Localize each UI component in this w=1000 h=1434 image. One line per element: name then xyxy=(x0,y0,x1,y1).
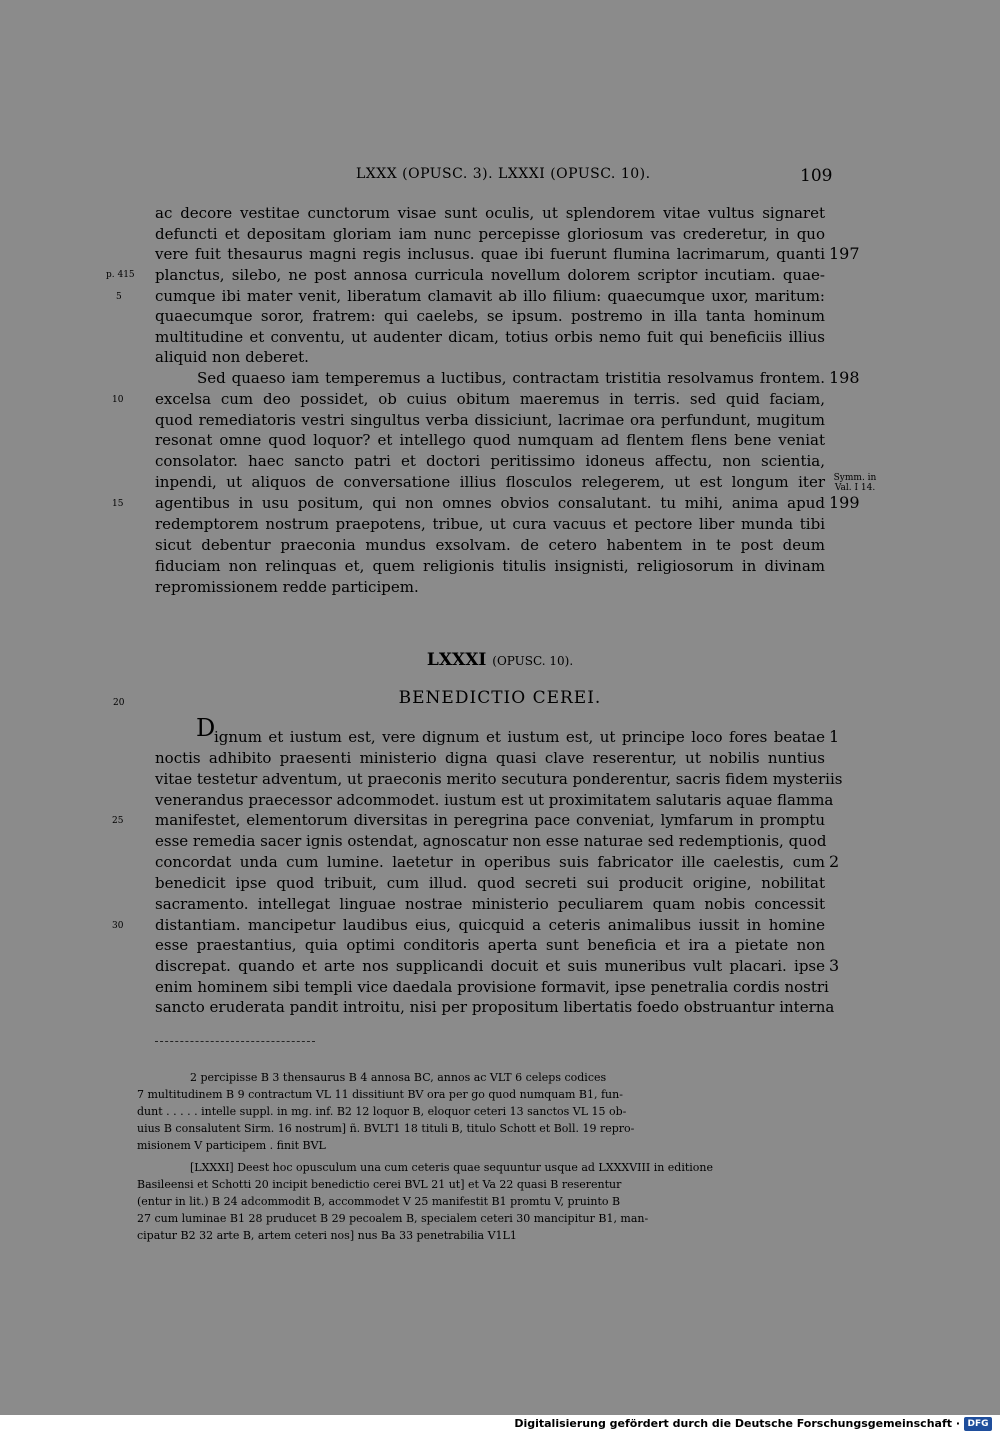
footnote-separator xyxy=(155,1041,315,1042)
text-line: ac decore vestitae cunctorum visae sunt oculis, ut splendorem vitae vultus signaret xyxy=(155,204,825,222)
text-line: defuncti et depositam gloriam iam nunc percepisse gloriosum vas crederetur, in quo xyxy=(155,225,825,243)
marginal-note xyxy=(830,473,880,493)
text-line: discrepat. quando et arte nos supplicandi docuit et suis muneribus vult placari. ipse xyxy=(155,957,825,975)
line-number: 25 xyxy=(112,816,124,826)
drop-cap: D xyxy=(196,714,216,742)
footnote-line: 7 multitudinem B 9 contractum VL 11 dissitiunt BV ora per go quod numquam B1, fun- xyxy=(137,1088,623,1101)
text-line: distantiam. mancipetur laudibus eius, quicquid a ceteris animalibus iussit in homine xyxy=(155,916,825,934)
chapter-number: 197 xyxy=(829,244,860,263)
text-line: consolator. haec sancto patri et doctori peritissimo idoneus affectu, non scientia, xyxy=(155,452,825,470)
text-line: vere fuit thesaurus magni regis inclusus. quae ibi fuerunt flumina lacrimarum, quanti xyxy=(155,245,825,263)
text-line: planctus, silebo, ne post annosa curricula novellum dolorem scriptor incutiam. quae- xyxy=(155,266,825,284)
text-line: quod remediatoris vestri singultus verba dissiciunt, lacrimae ora perfundunt, mugitum xyxy=(155,411,825,429)
line-number: 20 xyxy=(113,698,125,708)
text-line: Sed quaeso iam temperemus a luctibus, contractam tristitia resolvamus frontem. xyxy=(197,369,825,387)
text-line: redemptorem nostrum praepotens, tribue, ut cura vacuus et pectore liber munda tibi xyxy=(155,515,825,533)
marginal-note-line: Val. I 14. xyxy=(834,483,876,493)
footnote-line: uius B consalutent Sirm. 16 nostrum] ñ. BVLT1 18 tituli B, titulo Schott et Boll. 19 repro- xyxy=(137,1122,635,1135)
footnote-line: [LXXXI] Deest hoc opusculum una cum ceteris quae sequuntur usque ad LXXXVIII in editione xyxy=(190,1161,714,1174)
text-line: esse remedia sacer ignis ostendat, agnoscatur non esse naturae sed redemptionis, quod xyxy=(155,832,827,850)
marginal-note-line: Symm. in xyxy=(833,473,877,483)
line-number: 10 xyxy=(112,395,124,405)
text-line: sacramento. intellegat linguae nostrae ministerio peculiarem quam nobis concessit xyxy=(155,895,825,913)
text-line: esse praestantius, quia optimi conditoris aperta sunt beneficia et ira a pietate non xyxy=(155,936,825,954)
heading-number: LXXXI xyxy=(426,650,487,670)
footnote-line: cipatur B2 32 arte B, artem ceteri nos] nus Ba 33 penetrabilia V1L1 xyxy=(137,1229,517,1242)
heading-subtitle: (OPUSC. 10). xyxy=(492,654,574,668)
text-line: quaecumque soror, fratrem: qui caelebs, se ipsum. postremo in illa tanta hominum xyxy=(155,307,825,325)
footnote-line: 2 percipisse B 3 thensaurus B 4 annosa BC, annos ac VLT 6 celeps codices xyxy=(190,1071,607,1084)
chapter-number: 198 xyxy=(829,368,860,387)
running-head: LXXX (OPUSC. 3). LXXXI (OPUSC. 10). xyxy=(356,166,651,182)
chapter-number: 3 xyxy=(829,956,840,975)
text-line: aliquid non deberet. xyxy=(155,348,309,366)
text-line: noctis adhibito praesenti ministerio digna quasi clave reserentur, ut nobilis nuntius xyxy=(155,749,825,767)
line-number: 5 xyxy=(116,292,122,302)
text-line: inpendi, ut aliquos de conversatione illius flosculos relegerem, ut est longum iter xyxy=(155,473,825,491)
text-line: sancto eruderata pandit introitu, nisi per propositum libertatis foedo obstruantur interna xyxy=(155,998,835,1016)
text-line: agentibus in usu positum, qui non omnes obvios consalutant. tu mihi, anima apud xyxy=(155,494,825,512)
text-line: resonat omne quod loquor? et intellego quod numquam ad flentem flens bene veniat xyxy=(155,431,825,449)
text-line: excelsa cum deo possidet, ob cuius obitum maeremus in terris. sed quid faciam, xyxy=(155,390,825,408)
page-reference: p. 415 xyxy=(106,270,135,280)
section-heading xyxy=(0,650,1000,670)
text-line: multitudine et conventu, ut audenter dicam, totius orbis nemo fuit qui beneficiis illius xyxy=(155,328,825,346)
footnote-line: Basileensi et Schotti 20 incipit benedictio cerei BVL 21 ut] et Va 22 quasi B reserentur xyxy=(137,1178,622,1191)
footnote-line: 27 cum luminae B1 28 pruducet B 29 pecoalem B, specialem ceteri 30 mancipitur B1, man- xyxy=(137,1212,649,1225)
footnote-line: misionem V participem . finit BVL xyxy=(137,1139,326,1152)
text-line: cumque ibi mater venit, liberatum clamavit ab illo filium: quaecumque uxor, maritum: xyxy=(155,287,825,305)
dfg-logo-icon: DFG xyxy=(964,1417,992,1431)
text-line: benedicit ipse quod tribuit, cum illud. quod secreti sui producit origine, nobilitat xyxy=(155,874,825,892)
footnote-line: dunt . . . . . intelle suppl. in mg. inf. B2 12 loquor B, eloquor ceteri 13 sanctos VL 15 ob- xyxy=(137,1105,627,1118)
text-line: concordat unda cum lumine. laetetur in operibus suis fabricator ille caelestis, cum xyxy=(155,853,825,871)
text-line: venerandus praecessor adcommodet. iustum est ut proximitatem salutaris aquae flamma xyxy=(155,791,834,809)
text-line: fiduciam non relinquas et, quem religionis titulis insignisti, religiosorum in divinam xyxy=(155,557,825,575)
footer-credit: Digitalisierung gefördert durch die Deutsche Forschungsgemeinschaft · xyxy=(514,1417,960,1430)
text-line: repromissionem redde participem. xyxy=(155,578,419,596)
line-number: 15 xyxy=(112,499,124,509)
text-line-content: ignum et iustum est, vere dignum et iustum est, ut principe loco fores beatae xyxy=(214,728,825,746)
chapter-number: 2 xyxy=(829,852,840,871)
page-number: 109 xyxy=(800,166,833,186)
footnote-line: (entur in lit.) B 24 adcommodit B, accommodet V 25 manifestit B1 promtu V, pruinto B xyxy=(137,1195,621,1208)
text-line: sicut debentur praeconia mundus exsolvam. de cetero habentem in te post deum xyxy=(155,536,825,554)
text-line: manifestet, elementorum diversitas in peregrina pace conveniat, lymfarum in promptu xyxy=(155,811,825,829)
chapter-number: 1 xyxy=(829,727,840,746)
text-line: vitae testetur adventum, ut praeconis merito secutura ponderentur, sacris fidem mysteriis xyxy=(155,770,843,788)
line-number: 30 xyxy=(112,921,124,931)
section-title: BENEDICTIO CEREI. xyxy=(398,688,602,708)
chapter-number: 199 xyxy=(829,493,860,512)
footer-bar xyxy=(0,1415,1000,1434)
text-line: enim hominem sibi templi vice daedala provisione formavit, ipse penetralia cordis nostri xyxy=(155,978,829,996)
